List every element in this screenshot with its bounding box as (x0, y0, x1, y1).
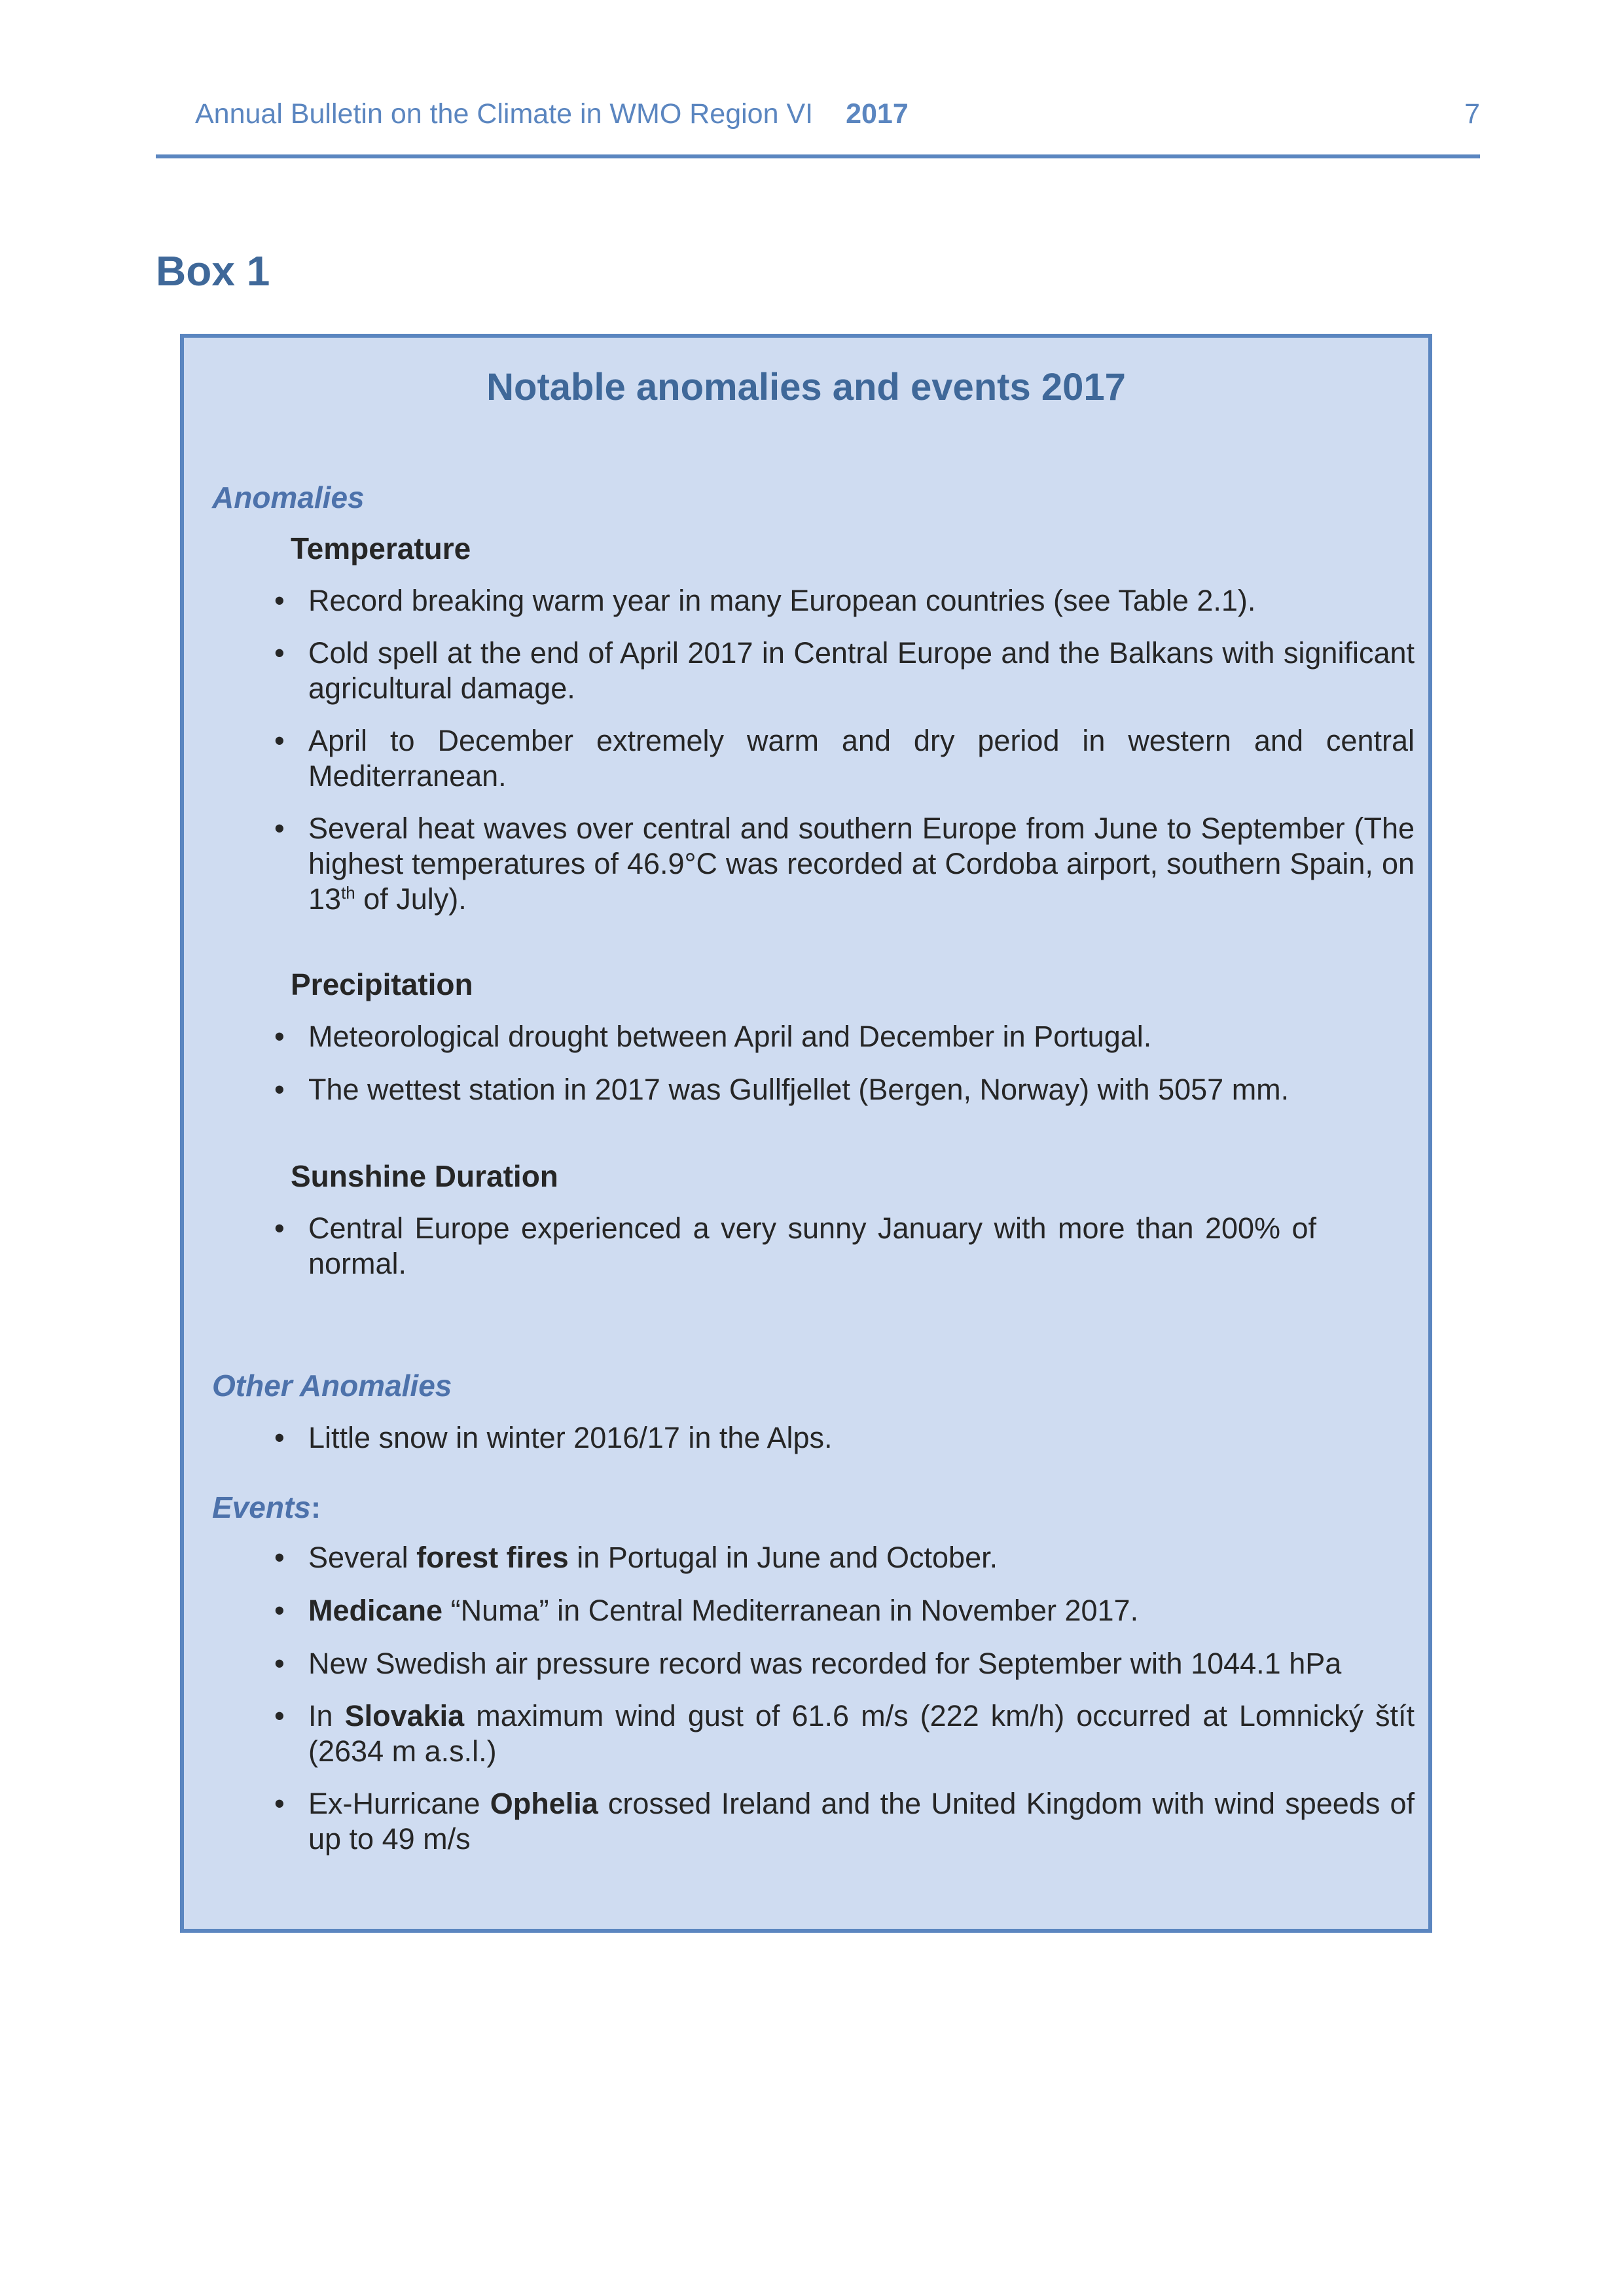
header-year: 2017 (846, 98, 909, 130)
sunshine-heading: Sunshine Duration (291, 1159, 558, 1193)
bullet: • (274, 1699, 285, 1732)
list-item (274, 636, 1415, 706)
item-text-part: of July). (355, 882, 467, 916)
list-item (274, 1646, 1415, 1681)
item-text: Little snow in winter 2016/17 in the Alps. (308, 1421, 833, 1454)
bullet: • (274, 812, 285, 845)
list-item (274, 811, 1415, 917)
bullet: • (274, 584, 285, 617)
item-text (308, 811, 1415, 917)
list-item (274, 1698, 1415, 1769)
header-title: Annual Bulletin on the Climate in WMO Region VI (195, 98, 814, 130)
item-text (308, 1593, 1415, 1628)
page-number: 7 (1464, 98, 1480, 130)
item-text-part: New Swedish air pressure record was recorded for September with 1044.1 hPa (308, 1647, 1342, 1680)
list-item (274, 1420, 1415, 1456)
item-text: Meteorological drought between April and December in Portugal. (308, 1020, 1152, 1053)
bullet: • (274, 724, 285, 757)
item-text-part: Several heat waves over central and southern Europe from June to September (The highest temperatures of 46.9°C was recorded at Cordoba airport, southern Spain, on 13 (308, 812, 1415, 916)
bullet: • (274, 1073, 285, 1106)
bullet: • (274, 1787, 285, 1820)
events-heading-colon: : (310, 1490, 321, 1524)
list-item (274, 1593, 1415, 1628)
list-item (274, 1786, 1415, 1857)
item-text-part: Several (308, 1541, 417, 1574)
item-text: Central Europe experienced a very sunny January with more than 200% of normal. (308, 1211, 1316, 1280)
item-text: The wettest station in 2017 was Gullfjellet (Bergen, Norway) with 5057 mm. (308, 1073, 1290, 1106)
item-text (308, 1646, 1415, 1681)
bullet: • (274, 1541, 285, 1574)
item-text-part: in Portugal in June and October. (568, 1541, 998, 1574)
item-text (308, 1786, 1415, 1857)
item-text-part: maximum wind gust of 61.6 m/s (222 km/h) occurred at Lomnický štít (2634 m a.s.l.) (308, 1699, 1415, 1768)
notable-events-box (180, 334, 1432, 1933)
other-anomalies-heading: Other Anomalies (212, 1369, 452, 1403)
item-text-part: In (308, 1699, 345, 1732)
item-text-part: “Numa” in Central Mediterranean in November 2017. (442, 1594, 1139, 1627)
item-text-bold: forest fires (416, 1541, 569, 1574)
bullet: • (274, 636, 285, 670)
item-text-bold: Ophelia (490, 1787, 598, 1820)
bullet: • (274, 1421, 285, 1454)
bullet: • (274, 1594, 285, 1627)
item-text (308, 1540, 1415, 1575)
list-item (274, 1072, 1415, 1107)
item-text: Cold spell at the end of April 2017 in Central Europe and the Balkans with significant agricultural damage. (308, 636, 1415, 705)
list-item (274, 583, 1415, 619)
running-header (156, 0, 1480, 158)
item-text: Record breaking warm year in many European countries (see Table 2.1). (308, 584, 1256, 617)
item-text-part: crossed Ireland and the United Kingdom with wind speeds of up to 49 m/s (308, 1787, 1415, 1856)
anomalies-heading: Anomalies (212, 480, 365, 514)
temperature-heading: Temperature (291, 531, 471, 565)
ordinal-superscript: th (341, 883, 355, 903)
precipitation-heading: Precipitation (291, 967, 473, 1001)
bullet: • (274, 1211, 285, 1245)
header-title-line (195, 97, 909, 131)
events-heading-text: Events (212, 1490, 311, 1524)
item-text-part: Ex-Hurricane (308, 1787, 490, 1820)
bullet: • (274, 1020, 285, 1053)
box-title: Notable anomalies and events 2017 (486, 366, 1126, 408)
list-item (274, 723, 1415, 794)
item-text-bold: Slovakia (344, 1699, 465, 1732)
bullet: • (274, 1647, 285, 1680)
item-text: April to December extremely warm and dry period in western and central Mediterranean. (308, 724, 1415, 793)
list-item (274, 1211, 1415, 1282)
events-heading (212, 1489, 321, 1526)
list-item (274, 1019, 1415, 1054)
item-text (308, 1698, 1415, 1769)
box-label: Box 1 (156, 247, 270, 295)
list-item (274, 1540, 1415, 1575)
item-text-bold: Medicane (308, 1594, 443, 1627)
